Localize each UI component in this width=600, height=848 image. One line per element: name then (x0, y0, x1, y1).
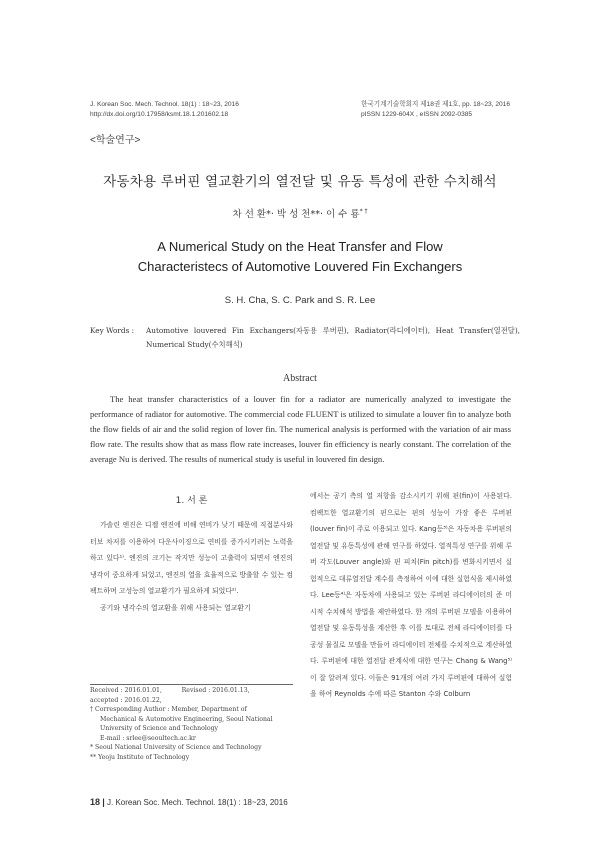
author-email[interactable]: E-mail : srlee@seoultech.ac.kr (100, 734, 196, 742)
article-type-tag: <학술연구> (90, 135, 141, 146)
title-english-line1: A Numerical Study on the Heat Transfer and Flow (157, 239, 443, 254)
received-date-line (90, 686, 293, 696)
title-english (0, 237, 600, 277)
affiliation-1: * Seoul National University of Science and Technology (90, 744, 262, 751)
footer-citation: J. Korean Soc. Mech. Technol. 18(1) : 18~23, 2016 (107, 798, 288, 807)
affiliation-2: ** Yeoju Institute of Technology (90, 753, 190, 761)
abstract-body: The heat transfer characteristics of a louver fin for a radiator are numerically analyzed to investigate the performance of radiator for automotive. The commercial code FLUENT is utilized to simulate a louver fin to analyze both the flow fields of air and the solid region of lover fin. The numerical analysis is performed with the variation of air mass flow rate. The results show that as mass flow rate increases, louver fin efficiency is nearly constant. The correlation of the average Nu is derived. The results of numerical study is useful in louvered fin design. (90, 394, 511, 464)
keywords-label: Key Words : (90, 326, 135, 335)
corresponding-affiliation: Mechanical & Automotive Engineering, Seoul National (100, 715, 273, 723)
abstract-title: Abstract (283, 373, 317, 384)
journal-citation-korean: 한국기계기술학회지 제18권 제1호, pp. 18~23, 2016 (361, 101, 510, 108)
doi-link[interactable]: http://dx.doi.org/10.17958/ksmt.18.1.201602.18 (90, 111, 229, 118)
paragraph: 공기와 냉각수의 열교환을 위해 사용되는 열교환기 (100, 603, 251, 612)
authors-korean (0, 206, 600, 220)
footnote-divider (90, 684, 293, 685)
running-header-left (90, 100, 239, 120)
introduction-left-column (90, 517, 293, 616)
running-header-right (361, 100, 510, 120)
corresponding-mark: * † (359, 207, 368, 215)
introduction-right-column: 에서는 공기 측의 열 저항을 감소시키기 위해 핀(fin)이 사용된다. 컴팩트한 열교환기의 핀으로는 핀의 성능이 가장 좋은 루버핀(louver fin)이 주로 이용되고 있다. Kang등³⁾은 자동차용 루버핀의 열전달 및 유동특성에 관해 연구를 하였다. 열적특성 연구를 위해 루버 각도(Louver angle)와 핀 피치(Fin pitch)를 변화시키면서 실험적으로 대류열전달 계수를 측정하여 이에 대한 실험식을 제시하였다. Lee등⁴⁾은 자동차에 사용되고 있는 루버핀 라디에이터의 준 미시적 수치해석 방법을 제안하였다. 한 개의 루버핀 모델을 이용하여 열전달 및 유동특성을 계산한 후 이를 토대로 전체 라디에이터를 다공성 물질로 모델을 만들어 라디에이터 전체를 수치적으로 계산하였다. 루버핀에 대한 열전달 관계식에 대한 연구는 Chang & Wang⁵⁾이 잘 알려져 있다. 이들은 91개의 여러 가지 루버핀에 대하여 실험을 하여 Reynolds 수에 따른 Stanton 수와 Colburn (310, 492, 512, 698)
title-english-line2: Characteristecs of Automotive Louvered Fin Exchangers (137, 259, 463, 274)
keywords-value: Automotive louvered Fin Exchangers(자동용 루버핀), Radiator(라디에이터), Heat Transfer(열전달), Numerical Study(수치해석) (146, 326, 520, 349)
page-number: 18 (90, 797, 101, 807)
page-footer (90, 797, 288, 807)
accepted-date: accepted : 2016.01.22, (90, 696, 162, 704)
footnotes (90, 686, 293, 762)
paragraph: 가솔린 엔진은 디젤 엔진에 비해 연비가 낮기 때문에 직접분사와 터보 차저를 이용하여 다운사이징으로 연비를 증가시키려는 노력을 하고 있다¹⁾. 엔진의 크기는 작지만 성능이 고출력이 되면서 엔진의 냉각이 중요하게 되었고, 엔진의 열을 효율적으로 방출할 수 있는 컴팩트하며 고성능의 열교환기가 필요하게 되었다²⁾. (90, 521, 293, 595)
journal-citation: J. Korean Soc. Mech. Technol. 18(1) : 18~23, 2016 (90, 101, 239, 108)
footer-separator: | (102, 797, 105, 807)
authors-english: S. H. Cha, S. C. Park and S. R. Lee (224, 295, 376, 306)
received-date: Received : 2016.01.01, (90, 687, 162, 694)
title-korean: 자동차용 루버핀 열교환기의 열전달 및 유동 특성에 관한 수치해석 (103, 174, 497, 190)
revised-date: Revised : 2016.01.13, (181, 687, 250, 694)
corresponding-affiliation: University of Science and Technology (100, 725, 219, 732)
corresponding-author: † Corresponding Author : Member, Department of (90, 706, 247, 713)
issn-line: pISSN 1229-604X , eISSN 2092-0385 (361, 111, 473, 118)
authors-korean-names: 차 선 환*· 박 성 천**· 이 수 룡 (232, 209, 360, 220)
keywords-block (90, 324, 520, 351)
section-heading-introduction: 1. 서 론 (175, 496, 208, 506)
